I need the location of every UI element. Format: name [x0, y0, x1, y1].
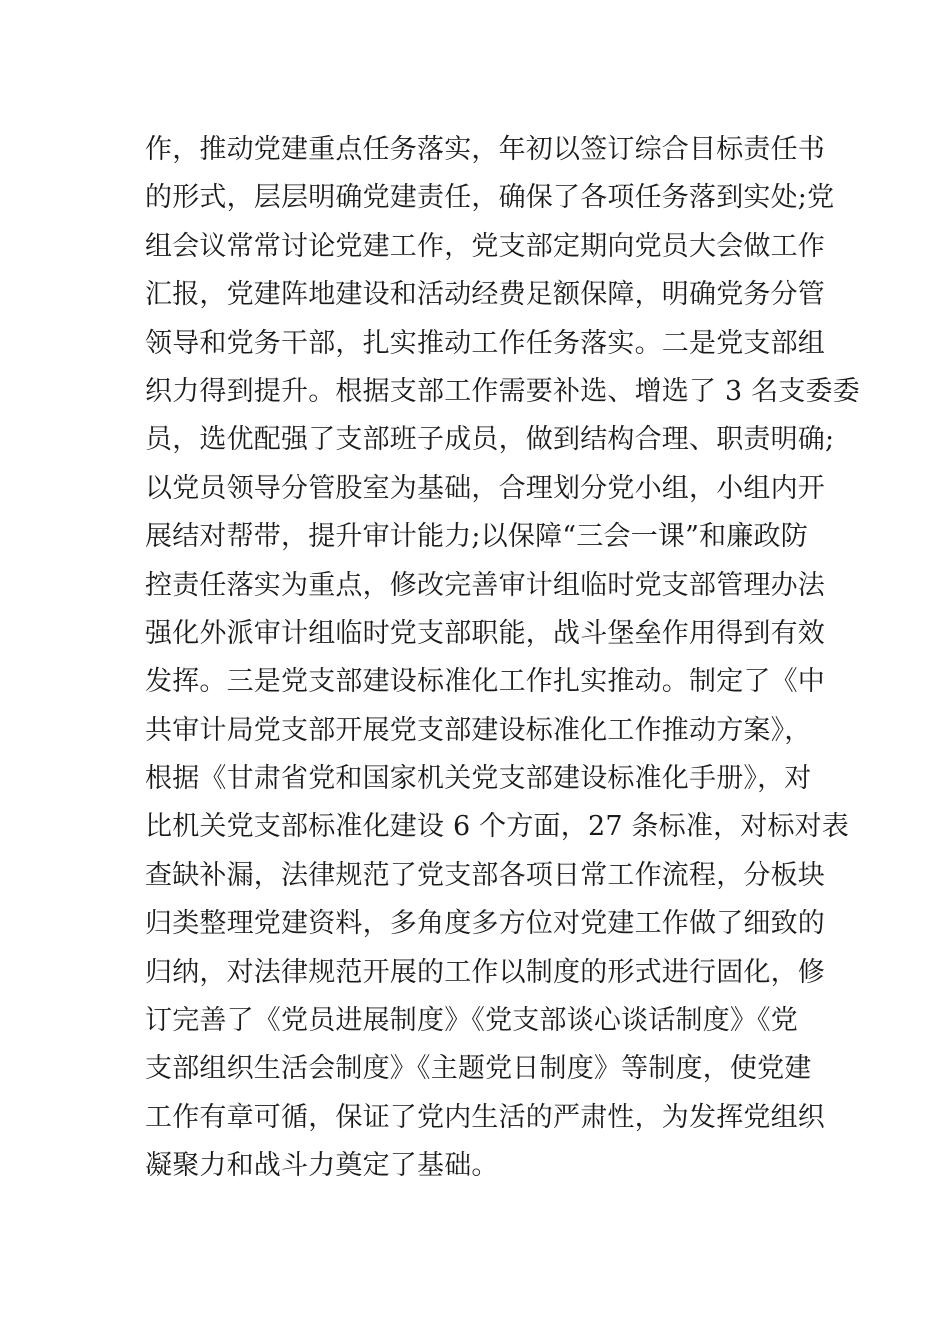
text-line: 汇报，党建阵地建设和活动经费足额保障，明确党务分管 — [145, 279, 825, 311]
text-line: 凝聚力和战斗力奠定了基础。 — [145, 1150, 499, 1182]
text-line: 领导和党务干部，扎实推动工作任务落实。二是党支部组 — [145, 327, 825, 359]
text-line: 强化外派审计组临时党支部职能，战斗堡垒作用得到有效 — [145, 617, 825, 649]
text-line: 归类整理党建资料，多角度多方位对党建工作做了细致的 — [145, 908, 825, 940]
text-line: 员，选优配强了支部班子成员，做到结构合理、职责明确; — [145, 424, 835, 456]
body-paragraph — [145, 126, 860, 1191]
text-line: 工作有章可循，保证了党内生活的严肃性，为发挥党组织 — [145, 1101, 825, 1133]
text-line: 控责任落实为重点，修改完善审计组临时党支部管理办法 — [145, 569, 825, 601]
text-line: 根据《甘肃省党和国家机关党支部建设标准化手册》，对 — [145, 763, 812, 795]
text-line: 支部组织生活会制度》《主题党日制度》等制度，使党建 — [145, 1053, 812, 1085]
text-line: 订完善了《党员进展制度》《党支部谈心谈话制度》《党 — [145, 1005, 798, 1037]
text-line: 组会议常常讨论党建工作，党支部定期向党员大会做工作 — [145, 230, 825, 262]
text-line: 发挥。三是党支部建设标准化工作扎实推动。制定了《中 — [145, 666, 825, 698]
text-line: 共审计局党支部开展党支部建设标准化工作推动方案》， — [145, 714, 812, 746]
text-line: 织力得到提升。根据支部工作需要补选、增选了 3 名支委委 — [145, 375, 860, 407]
text-line: 展结对帮带，提升审计能力;以保障“三会一课”和廉政防 — [145, 521, 808, 553]
text-line: 的形式，层层明确党建责任，确保了各项任务落到实处;党 — [145, 182, 835, 214]
text-line: 归纳，对法律规范开展的工作以制度的形式进行固化，修 — [145, 956, 825, 988]
text-line: 查缺补漏，法律规范了党支部各项日常工作流程，分板块 — [145, 859, 825, 891]
text-line: 作，推动党建重点任务落实，年初以签订综合目标责任书 — [145, 134, 825, 165]
text-line: 比机关党支部标准化建设 6 个方面，27 条标准，对标对表 — [145, 811, 850, 843]
text-line: 以党员领导分管股室为基础，合理划分党小组，小组内开 — [145, 472, 825, 504]
